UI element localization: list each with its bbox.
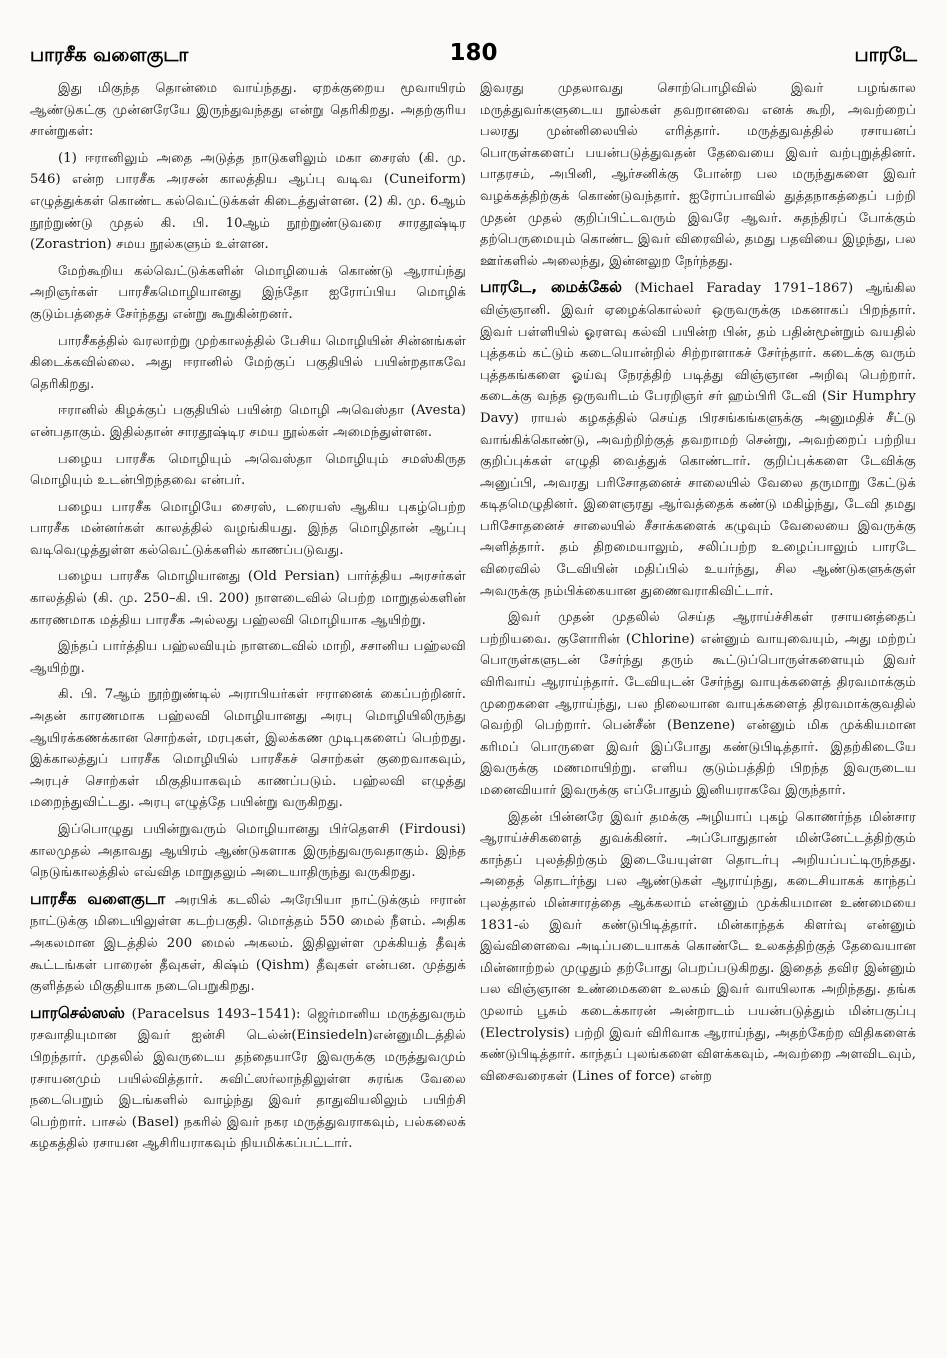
right-column: [480, 78, 916, 1160]
entry-persian-gulf: [30, 889, 466, 998]
header-right-guide-word: பாரடே: [854, 44, 917, 66]
entry-headword: பாரடே, மைக்கேல்: [480, 278, 623, 297]
page-number: 180: [449, 40, 498, 66]
paragraph: இது மிகுந்த தொன்மை வாய்ந்தது. ஏறக்குறைய மூவாயிரம் ஆண்டுகட்கு முன்னரேயே இருந்துவந்தது என்று தெரிகிறது. அதற்குரிய சான்றுகள்:: [30, 81, 466, 140]
paragraph: இந்தப் பார்த்திய பஹ்லவியும் நாளடைவில் மாறி, சசானிய பஹ்லவி ஆயிற்று.: [30, 639, 466, 676]
entry-text: அரபிக் கடலில் அரேபியா நாட்டுக்கும் ஈரான் நாட்டுக்கு மிடையிலுள்ள கடற்பகுதி. மொத்தம் 550 மைல் நீளம். அதிக அகலமான இடத்தில் 200 மைல் அகலம். இதிலுள்ள முக்கியத் தீவுக் கூட்டங்கள் பாரைன் தீவுகள், கிஷ்ம் (Qishm) தீவுகள் என்பன. முத்துக் குளித்தல் மிகுதியாக நடைபெறுகிறது.: [30, 892, 466, 995]
paragraph: பாரசீகத்தில் வரலாற்று முற்காலத்தில் பேசிய மொழியின் சின்னங்கள் கிடைக்கவில்லை. அது ஈரானில் மேற்குப் பகுதியில் பயின்றதாகவே தெரிகிறது.: [30, 333, 466, 392]
entry-faraday: [480, 277, 916, 602]
entry-headword: பாரசெல்ஸஸ்: [30, 1003, 126, 1022]
left-column: [30, 78, 466, 1160]
paragraph: மேற்கூறிய கல்வெட்டுக்களின் மொழியைக் கொண்டு ஆராய்ந்து அறிஞர்கள் பாரசீகமொழியானது இந்தோ ஐரோப்பிய மொழிக் குடும்பத்தைச் சேர்ந்தது என்று கூறுகின்றனர்.: [30, 263, 466, 322]
page-header: [30, 0, 917, 78]
paragraph: இவரது முதலாவது சொற்பொழிவில் இவர் பழங்கால மருத்துவர்களுடைய நூல்கள் தவறானவை எனக் கூறி, அவற்றைப் பலரது முன்னிலையில் எரித்தார். மருத்துவத்தில் ரசாயனப் பொருள்களைப் பயன்படுத்துவதன் தேவையை இவர் வற்புறுத்தினர். பாதரசம், அபினி, ஆர்சனிக்கு போன்ற பல மருந்துகளை இவர் வழக்கத்திற்குக் கொண்டுவந்தார். ஐரோப்பாவில் துத்தநாகத்தைப் பற்றி முதன் முதல் குறிப்பிட்டவரும் இவரே ஆவர். சுதந்திரப் போக்கும் தற்பெருமையும் கொண்ட இவர் விரைவில், தமது பதவியை இழந்து, பல ஊர்களில் அலைந்து, இன்னலுற நேர்ந்தது.: [480, 81, 916, 269]
paragraph: ஈரானில் கிழக்குப் பகுதியில் பயின்ற மொழி அவெஸ்தா (Avesta) என்பதாகும். இதில்தான் சாரதூஷ்டிர சமய நூல்கள் அமைந்துள்ளன.: [30, 403, 466, 440]
paragraph: இப்பொழுது பயின்றுவரும் மொழியானது பிர்தௌசி (Firdousi) காலமுதல் அதாவது ஆயிரம் ஆண்டுகளாக இருந்துவருவதாகும். இந்த நெடுங்காலத்தில் எவ்வித மாறுதலும் அடையாதிருந்து வருகிறது.: [30, 822, 466, 881]
paragraph: இவர் முதன் முதலில் செய்த ஆராய்ச்சிகள் ரசாயனத்தைப் பற்றியவை. குளோரின் (Chlorine) என்னும் வாயுவையும், அது மற்றப் பொருள்களுடன் சேர்ந்து தரும் கூட்டுப்பொருள்களையும் இவர் விரிவாய் ஆராய்ந்தார். டேவியுடன் சேர்ந்து வாயுக்களைத் திரவமாக்கும் முறைகளை ஆராய்ந்து, பல நிலையான வாயுக்களைத் திரவமாக்குவதில் வெற்றி பெற்றார். பென்சீன் (Benzene) என்னும் மிக முக்கியமான கரிமப் பொருளை இவர் இப்போது கண்டுபிடித்தார். இதற்கிடையே இவருக்கு மணமாயிற்று. எளிய குடும்பத்திற் பிறந்த இவருடைய மனைவியார் இவருக்கு எப்போதும் இனியராகவே இருந்தார்.: [480, 610, 916, 798]
paragraph: கி. பி. 7ஆம் நூற்றுண்டில் அராபியர்கள் ஈரானைக் கைப்பற்றினர். அதன் காரணமாக பஹ்லவி மொழியானது அரபு மொழியிலிருந்து ஆயிரக்கணக்கான சொற்கள், மரபுகள், இலக்கண முடிபுகளைப் பெற்றது. இக்காலத்துப் பாரசீக மொழியில் பாரசீகச் சொற்கள் குறைவாகவும், அரபுச் சொற்கள் மிகுதியாகவும் காணப்படும். பஹ்லவி எழுத்து மறைந்துவிட்டது. அரபு எழுத்தே பயின்று வருகிறது.: [30, 687, 466, 811]
paragraph: (1) ஈரானிலும் அதை அடுத்த நாடுகளிலும் மகா சைரஸ் (கி. மு. 546) என்ற பாரசீக அரசன் காலத்திய ஆப்பு வடிவ (Cuneiform) எழுத்துக்கள் கொண்ட கல்வெட்டுக்கள் கிடைத்துள்ளன. (2) கி. மு. 6ஆம் நூற்றுண்டு முதல் கி. பி. 10ஆம் நூற்றுண்டுவரை சாரதூஷ்டிர (Zorastrion) சமய நூல்களும் உள்ளன.: [30, 150, 466, 253]
two-column-body: [30, 78, 917, 1160]
paragraph: பழைய பாரசீக மொழியே சைரஸ், டரையஸ் ஆகிய புகழ்பெற்ற பாரசீக மன்னர்கள் காலத்தில் வழங்கியது. இந்த மொழிதான் ஆப்பு வடிவெழுத்துள்ள கல்வெட்டுக்களில் காணப்படுவது.: [30, 499, 466, 558]
header-left-guide-word: பாரசீக வளைகுடா: [30, 44, 189, 66]
entry-text: (Michael Faraday 1791–1867) ஆங்கில விஞ்ஞானி. இவர் ஏழைக்கொல்லர் ஒருவருக்கு மகனாகப் பிறந்தார். இவர் பள்ளியில் ஓரளவு கல்வி பயின்ற பின், தம் பதின்மூன்றும் வயதில் புத்தகம் கட்டும் கடையொன்றில் சிற்றாளாகச் சேர்ந்தார். கடைக்கு வரும் புத்தகங்களை ஓய்வு நேரத்திற் படித்து விஞ்ஞான அறிவு பெற்றார். கடைக்கு வந்த ஒருவரிடம் பேரறிஞர் சர் ஹம்பிரி டேவி (Sir Humphry Davy) ராயல் கழகத்தில் செய்த பிரசங்கங்களுக்கு அனுமதிச் சீட்டு வாங்கிக்கொண்டு, அவற்றிற்குத் தவறாமற் சென்று, அவற்றைப் பற்றிய குறிப்புக்கள் எழுதி வைத்துக் கொண்டார். குறிப்புக்களை டேவிக்கு அனுப்பி, அவரது பரிசோதனைச் சாலையில் வேலை தருமாறு கேட்டுக் கடிதமெழுதினர். இளைஞரது ஆர்வத்தைக் கண்டு மகிழ்ந்து, டேவி தமது பரிசோதனைச் சாலையில் சீசாக்களைக் கழுவும் வேலையை இவருக்கு அளித்தார். தம் திறமையாலும், சலிப்பற்ற உழைப்பாலும் பாரடே விரைவில் டேவியின் மதிப்பில் உயர்ந்து, சில ஆண்டுகளுக்குள் அவருக்கு நம்பிக்கையான துணைவராகிவிட்டார்.: [480, 281, 916, 599]
paragraph: பழைய பாரசீக மொழியானது (Old Persian) பார்த்திய அரசர்கள் காலத்தில் (கி. மு. 250–கி. பி. 200) நாளடைவில் பெற்ற மாறுதல்களின் காரணமாக மத்திய பாரசீக அல்லது பஹ்லவி மொழியாக ஆயிற்று.: [30, 569, 466, 628]
paragraph: இதன் பின்னரே இவர் தமக்கு அழியாப் புகழ் கொணர்ந்த மின்சார ஆராய்ச்சிகளைத் துவக்கினர். அப்போதுதான் மின்னேட்டத்திற்கும் காந்தப் புலத்திற்கும் இடையேயுள்ள தொடர்பு அறியப்பட்டிருந்தது. அதைத் தொடர்ந்து பல ஆண்டுகள் ஆராய்ந்து, கடைசியாகக் காந்தப் புலத்தால் மின்சாரத்தை ஆக்கலாம் என்னும் முக்கியமான உண்மையை 1831-ல் இவர் கண்டுபிடித்தார். மின்காந்தக் கிளர்வு என்னும் இவ்விளைவை அடிப்படையாகக் கொண்டே உலகத்திற்குத் தேவையான மின்னாற்றல் முழுதும் தற்போது பெறப்படுகிறது. இதைத் தவிர இன்னும் பல விஞ்ஞான உண்மைகளை உலகம் இவர் வாயிலாக அறிந்தது. தங்க முலாம் பூசும் கடைக்காரன் அன்றாடம் பயன்படுத்தும் மின்பகுப்பு (Electrolysis) பற்றி இவர் விரிவாக ஆராய்ந்து, அதற்கேற்ற விதிகளைக் கண்டுபிடித்தார். காந்தப் புலங்களை விளக்கவும், அவற்றை அளவிடவும், விசைவரைகள் (Lines of force) என்ற: [480, 809, 916, 1084]
paragraph: பழைய பாரசீக மொழியும் அவெஸ்தா மொழியும் சமஸ்கிருத மொழியும் உடன்பிறந்தவை என்பர்.: [30, 451, 466, 489]
entry-text: (Paracelsus 1493–1541): ஜெர்மானிய மருத்துவரும் ரசவாதியுமான இவர் ஐன்சி டெல்ன்(Einsiedeln)என்னுமிடத்தில் பிறந்தார். முதலில் இவருடைய தந்தையாரே இவருக்கு மருத்துவமும் ரசாயனமும் பயில்வித்தார். சுவிட்ஸர்லாந்திலுள்ள சுரங்க வேலை நடைபெறும் இடங்களில் வாழ்ந்து இவர் தாதுவியலிலும் பயிற்சி பெற்றார். பாசல் (Basel) நகரில் இவர் நகர மருத்துவராகவும், பல்கலைக் கழகத்தில் ரசாயன ஆசிரியராகவும் நியமிக்கப்பட்டார்.: [30, 1006, 466, 1152]
entry-paracelsus: [30, 1003, 466, 1155]
entry-headword: பாரசீக வளைகுடா: [30, 889, 166, 908]
